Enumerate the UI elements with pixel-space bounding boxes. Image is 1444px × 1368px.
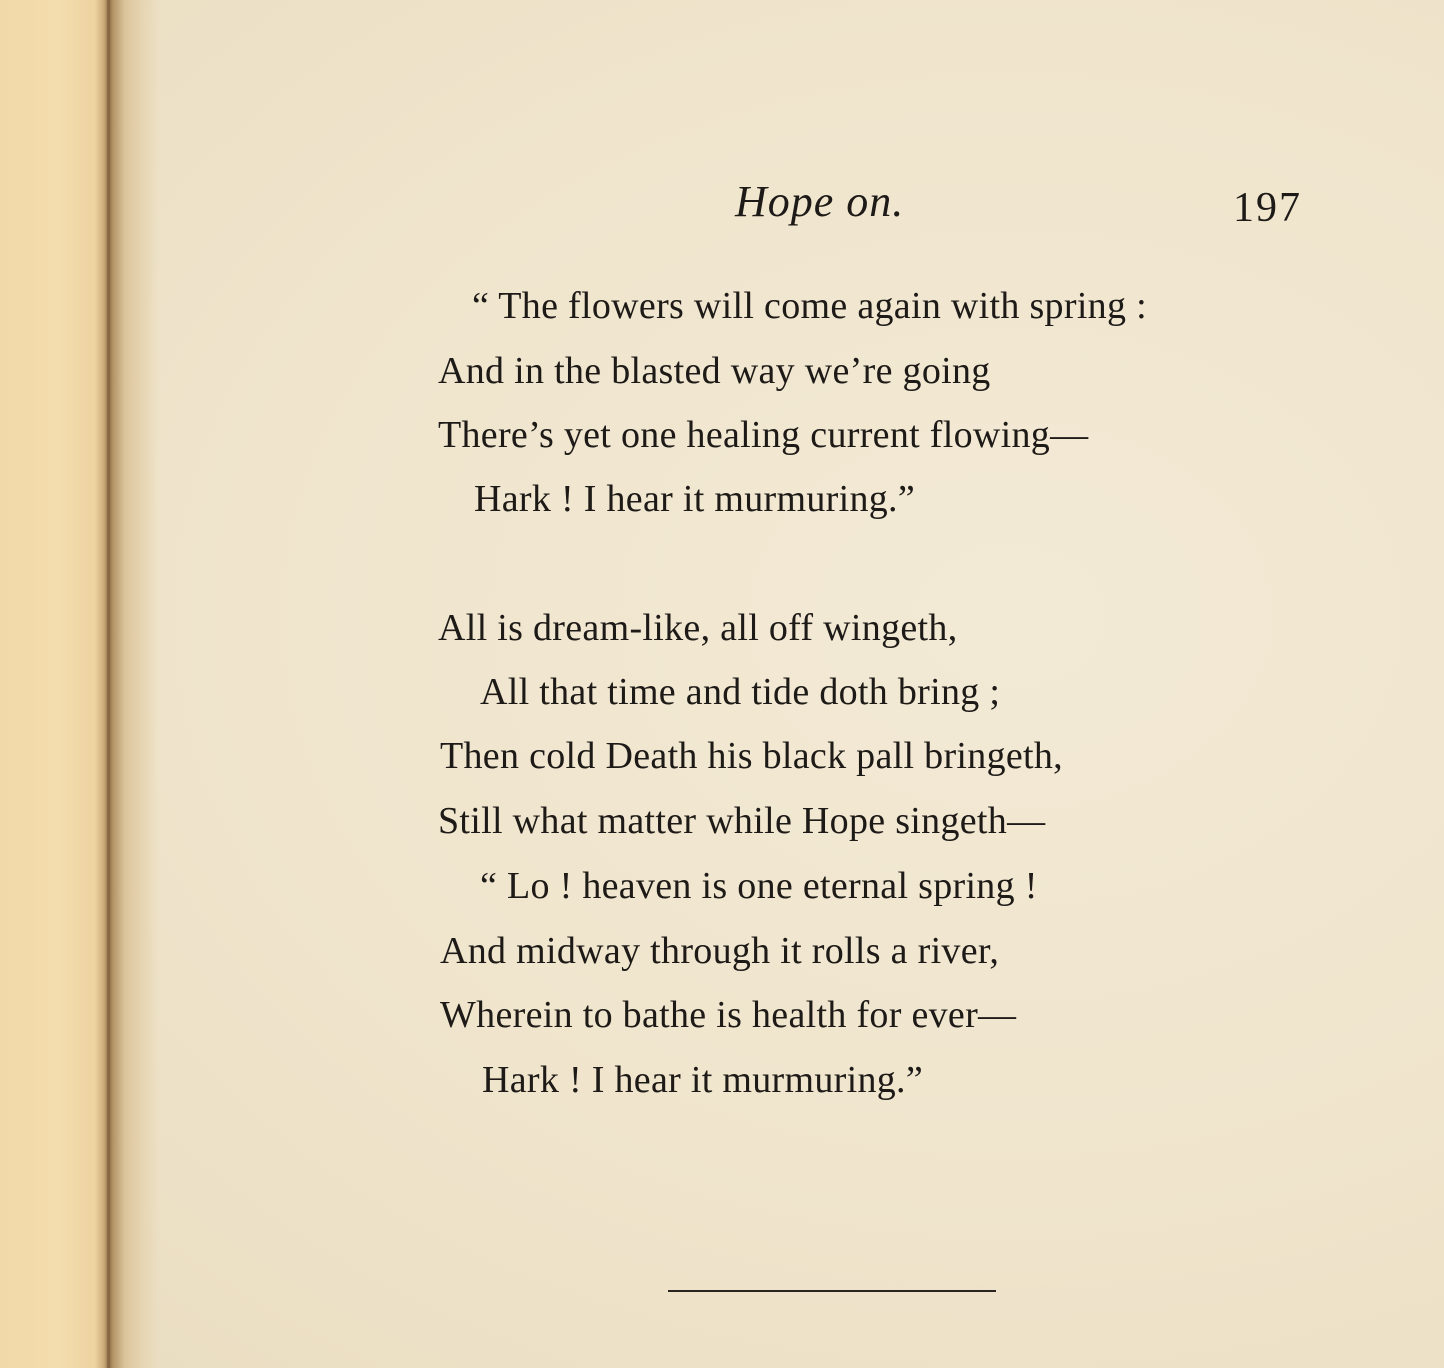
poem-line: Still what matter while Hope singeth—: [438, 800, 1046, 842]
poem-line: “ The flowers will come again with spring :: [472, 285, 1147, 327]
poem-line: And midway through it rolls a river,: [440, 930, 1000, 972]
poem-line: Hark ! I hear it murmuring.”: [482, 1059, 924, 1101]
poem-line: Hark ! I hear it murmuring.”: [474, 478, 916, 520]
poem-line: And in the blasted way we’re going: [438, 350, 991, 392]
section-divider: [668, 1290, 996, 1292]
poem-line: All is dream-like, all off wingeth,: [438, 607, 958, 649]
poem-line: Then cold Death his black pall bringeth,: [440, 735, 1063, 777]
poem-line: Wherein to bathe is health for ever—: [440, 994, 1017, 1036]
poem-line: There’s yet one healing current flowing—: [438, 414, 1089, 456]
page-edge: [107, 0, 110, 1368]
running-head-title: Hope on.: [735, 177, 905, 226]
page-number: 197: [1233, 185, 1302, 231]
book-gutter: [0, 0, 160, 1368]
poem-line: “ Lo ! heaven is one eternal spring !: [480, 865, 1038, 907]
poem-line: All that time and tide doth bring ;: [480, 671, 1001, 713]
